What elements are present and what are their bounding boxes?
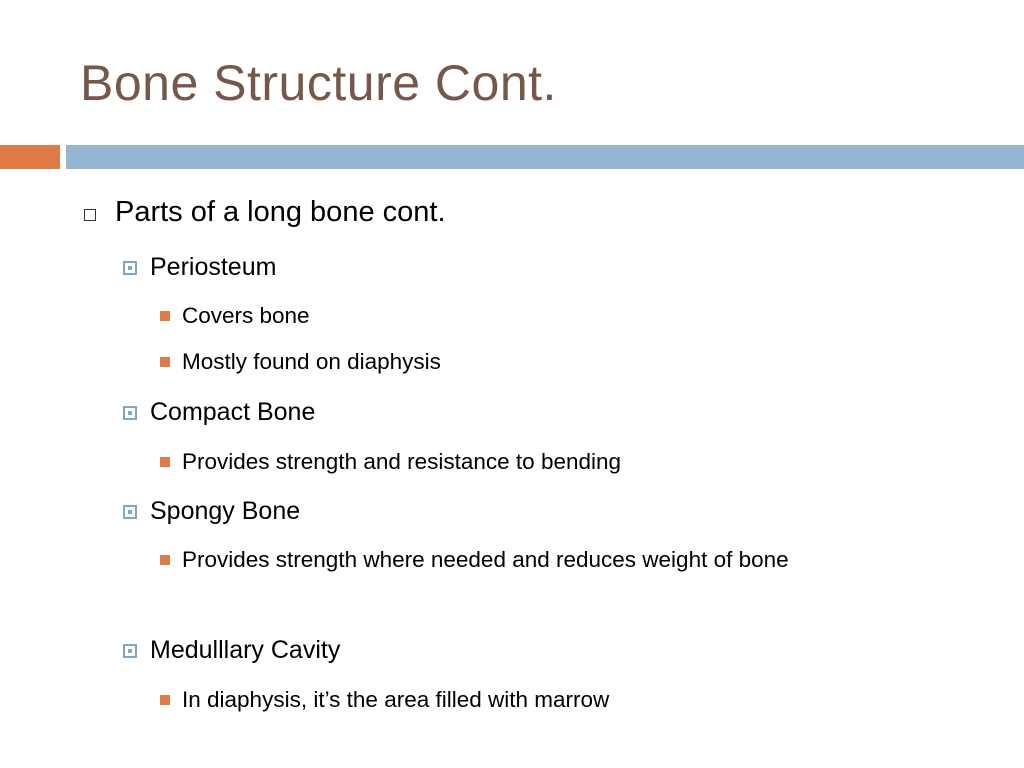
bullet-covers-bone: Covers bone <box>182 303 310 328</box>
bullet-mostly-diaphysis: Mostly found on diaphysis <box>182 349 441 374</box>
bullet-spongy-bone: Spongy Bone <box>150 497 301 525</box>
orange-square-bullet-icon <box>160 311 170 321</box>
square-bullet-icon <box>123 505 137 519</box>
bullet-level1-parts: Parts of a long bone cont. <box>115 196 446 228</box>
square-bullet-icon <box>123 406 137 420</box>
orange-square-bullet-icon <box>160 555 170 565</box>
bullet-periosteum: Periosteum <box>150 253 277 281</box>
orange-square-bullet-icon <box>160 695 170 705</box>
bullet-compact-strength: Provides strength and resistance to bending <box>182 449 622 474</box>
bullet-spongy-strength: Provides strength where needed and reduces weight of bone <box>182 547 789 572</box>
accent-bar-orange <box>0 145 60 169</box>
square-bullet-icon <box>123 261 137 275</box>
bullet-medullary-cavity: Medulllary Cavity <box>150 636 341 664</box>
accent-bar-blue <box>66 145 1024 169</box>
bullet-medullary-marrow: In diaphysis, it’s the area filled with marrow <box>182 687 610 712</box>
bullet-compact-bone: Compact Bone <box>150 398 316 426</box>
hollow-square-bullet-icon <box>84 209 96 221</box>
orange-square-bullet-icon <box>160 357 170 367</box>
slide-title: Bone Structure Cont. <box>80 55 557 111</box>
orange-square-bullet-icon <box>160 457 170 467</box>
square-bullet-icon <box>123 644 137 658</box>
